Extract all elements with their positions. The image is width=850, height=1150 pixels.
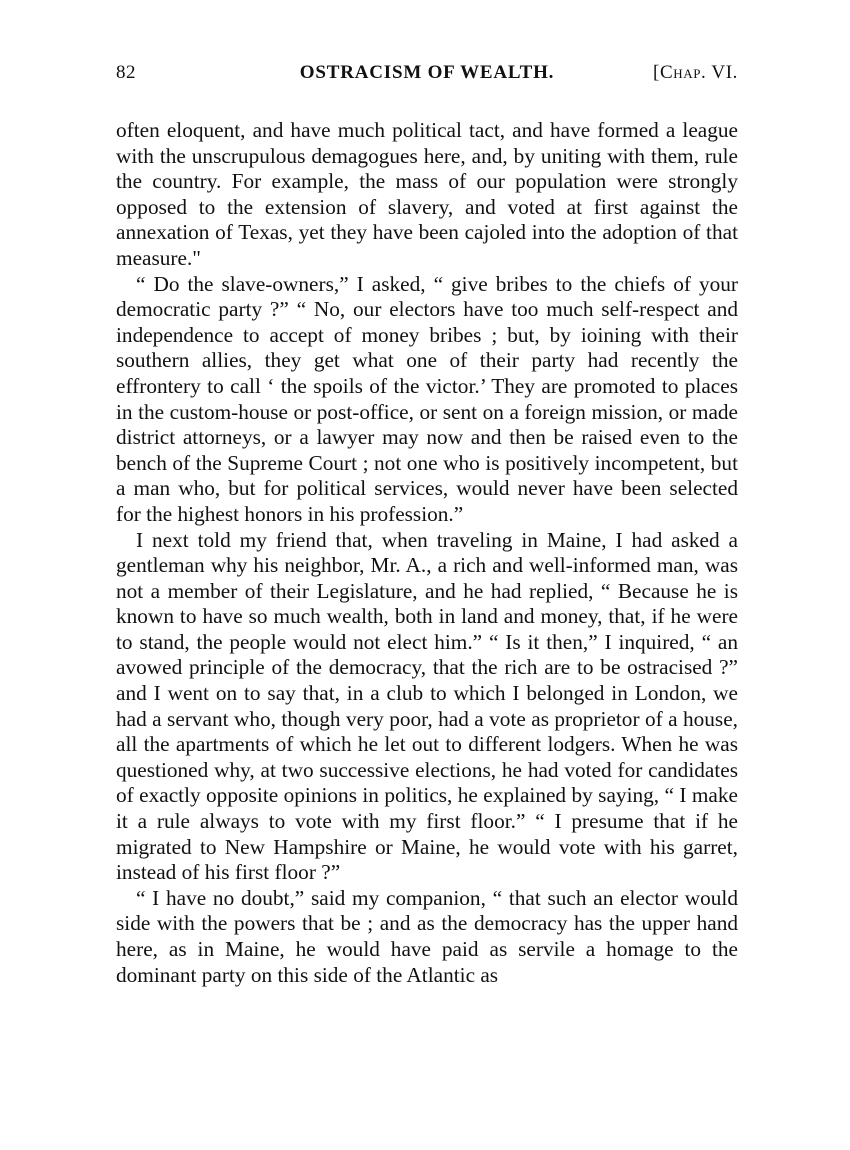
running-head: [116, 56, 738, 96]
paragraph: “ Do the slave-owners,” I asked, “ give bribes to the chiefs of your democratic party ?” “ No, our electors have too much self-respect and independence to accept of money bribes ; but, by ioining with their southern allies, they get what one of their party had recently the effrontery to call ‘ the spoils of the victor.’ They are promoted to places in the custom-house or post-office, or sent on a foreign mission, or made district attorneys, or a lawyer may now and then be raised even to the bench of the Supreme Court ; not one who is positively incompetent, but a man who, but for political services, would never have been selected for the highest honors in his profession.”: [116, 271, 738, 526]
paragraph: “ I have no doubt,” said my companion, “ that such an elector would side with the powers that be ; and as the democracy has the upper hand here, as in Maine, he would have paid as servile a homage to the dominant party on this side of the Atlantic as: [116, 885, 738, 987]
chapter-reference: [653, 62, 738, 84]
chapter-label: Chap.: [659, 62, 707, 83]
body-text: [116, 118, 738, 988]
paragraph: I next told my friend that, when traveling in Maine, I had asked a gentleman why his neighbor, Mr. A., a rich and well-informed man, was not a member of their Legislature, and he had replied, “ Because he is known to have so much wealth, both in land and money, that, if he were to stand, the people would not elect him.” “ Is it then,” I inquired, “ an avowed principle of the democracy, that the rich are to be ostracised ?” and I went on to say that, in a club to which I belonged in London, we had a servant who, though very poor, had a vote as proprietor of a house, all the apartments of which he let out to different lodgers. When he was questioned why, at two successive elections, he had voted for candidates of exactly opposite opinions in politics, he explained by saying, “ I make it a rule always to vote with my first floor.” “ I presume that if he migrated to New Hampshire or Maine, he would vote with his garret, instead of his first floor ?”: [116, 527, 738, 885]
paragraph: often eloquent, and have much political tact, and have formed a league with the unscrupulous demagogues here, and, by uniting with them, rule the country. For example, the mass of our population were strongly opposed to the extension of slavery, and voted at first against the annexation of Texas, yet they have been cajoled into the adoption of that measure.": [116, 118, 738, 270]
book-page: [116, 56, 738, 988]
running-title: OSTRACISM OF WEALTH.: [299, 62, 555, 83]
page-number: 82: [116, 62, 136, 83]
chapter-number: VI.: [706, 62, 738, 83]
chapter-bracket: [: [653, 62, 660, 83]
